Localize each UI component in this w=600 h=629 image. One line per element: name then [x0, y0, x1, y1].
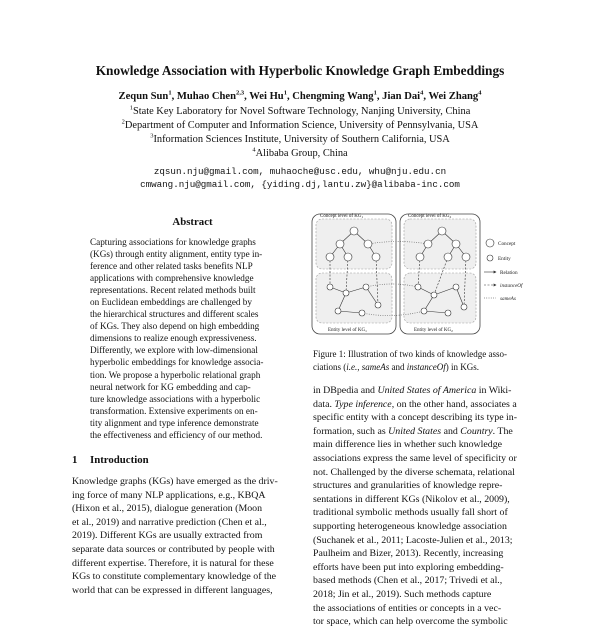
svg-text:instanceOf: instanceOf [500, 283, 523, 289]
section-heading: 1 Introduction [72, 454, 149, 466]
right-column-paragraph: in DBpedia and United States of America in Wiki- data. Type inference, on the other hand, associates a specific entity with a concept describing its type in- formation, such as United States and Country. The main difference lies in whether such knowledge associations express the same level of specificity or not. Challenged by the diverse schemata, relational structures and granularities of knowledge repre- sentations in different KGs (Nikolov et al., 2009), traditional symbolic methods usually fall short of supporting heterogeneous knowledge association (Suchanek et al., 2011; Lacoste-Julien et al., 2013; Paulheim and Bizer, 2013). Recently, increasing efforts have been put into exploring embedding- based methods (Chen et al., 2017; Trivedi et al., 2018; Jin et al., 2019). Such methods capture the associations of entities or concepts in a vec- tor space, which can help overcome the symbolic [313, 385, 518, 628]
affiliation: $^2$Department of Computer and Information Science, University of Pennsylvania, USA [121, 118, 479, 131]
kg2-entity-level [404, 273, 476, 323]
figure-kg-association [310, 211, 545, 338]
author: Jian Dai [382, 91, 421, 102]
svg-text:Concept: Concept [498, 241, 516, 247]
svg-text:sameAs: sameAs [500, 296, 516, 302]
svg-text:Concept level of KG2: Concept level of $KG_2$ [408, 214, 452, 219]
intro-paragraph: Knowledge graphs (KGs) have emerged as the driv- ing force of many NLP applications, e.g., KBQA (Hixon et al., 2015), dialogue generation (Moon et al., 2019) and narrative prediction (Chen et al., 2019). Different KGs are usually extracted from separate data sources or contributed by people with different expertise. Therefore, it is natural for these KGs to constitute complementary knowledge of the world that can be expressed in different languages, [72, 476, 278, 596]
author: Wei Zhang [428, 91, 479, 102]
author: Zequn Sun [118, 91, 169, 102]
author: Muhao Chen [176, 91, 237, 102]
kg1-concept-level [316, 219, 392, 269]
paper-title: Knowledge Association with Hyperbolic Knowledge Graph Embeddings [95, 63, 505, 78]
email-line: zqsun.nju@gmail.com, muhaoche@usc.edu, whu@nju.edu.cn [153, 166, 447, 177]
abstract-body: Capturing associations for knowledge graphs (KGs) through entity alignment, entity type in- ference and other related tasks benefits NLP applications with comprehensive knowledge representations. Recent related methods built on Euclidean embeddings are challenged by the hierarchical structures and different scales of KGs. They also depend on high embedding dimensions to realize enough expressiveness. Differently, we explore with low-dimensional hyperbolic embeddings for knowledge associa- tion. We propose a hyperbolic relational graph neural network for KG embedding and cap- ture knowledge associations with a hyperbolic transformation. Extensive experiments on en- tity alignment and type inference demonstrate the effectiveness and efficiency of our method. [90, 237, 264, 440]
affiliation: $^3$Information Sciences Institute, University of Southern California, USA [150, 132, 450, 145]
svg-text:Entity level of KG1: Entity level of $KG_1$ [328, 328, 367, 333]
author-list: Zequn Sun$^1$, Muhao Chen$^{2,3}$, Wei Hu$^1$, Chengming Wang$^1$, Jian Dai$^4$, Wei Zhang$^4$ [118, 89, 482, 102]
author: Wei Hu [249, 91, 284, 102]
affiliation: $^4$Alibaba Group, China [252, 146, 348, 159]
affiliation: $^1$State Key Laboratory for Novel Software Technology, Nanjing University, China [129, 104, 471, 117]
email-line: cmwang.nju@gmail.com, {yiding.dj,lantu.zw}@alibaba-inc.com [140, 179, 460, 190]
svg-text:Concept level of KG1: Concept level of $KG_1$ [320, 214, 364, 219]
kg2-concept-level [404, 219, 476, 269]
svg-text:Relation: Relation [500, 270, 518, 276]
author: Chengming Wang [292, 91, 374, 102]
abstract-heading: Abstract [172, 216, 213, 228]
figure-caption: Figure 1: Illustration of two kinds of knowledge asso- ciations (i.e., sameAs and instanceOf) in KGs. [313, 349, 507, 372]
svg-text:Entity: Entity [498, 256, 511, 262]
svg-text:Entity level of KG2: Entity level of $KG_2$ [414, 328, 453, 333]
